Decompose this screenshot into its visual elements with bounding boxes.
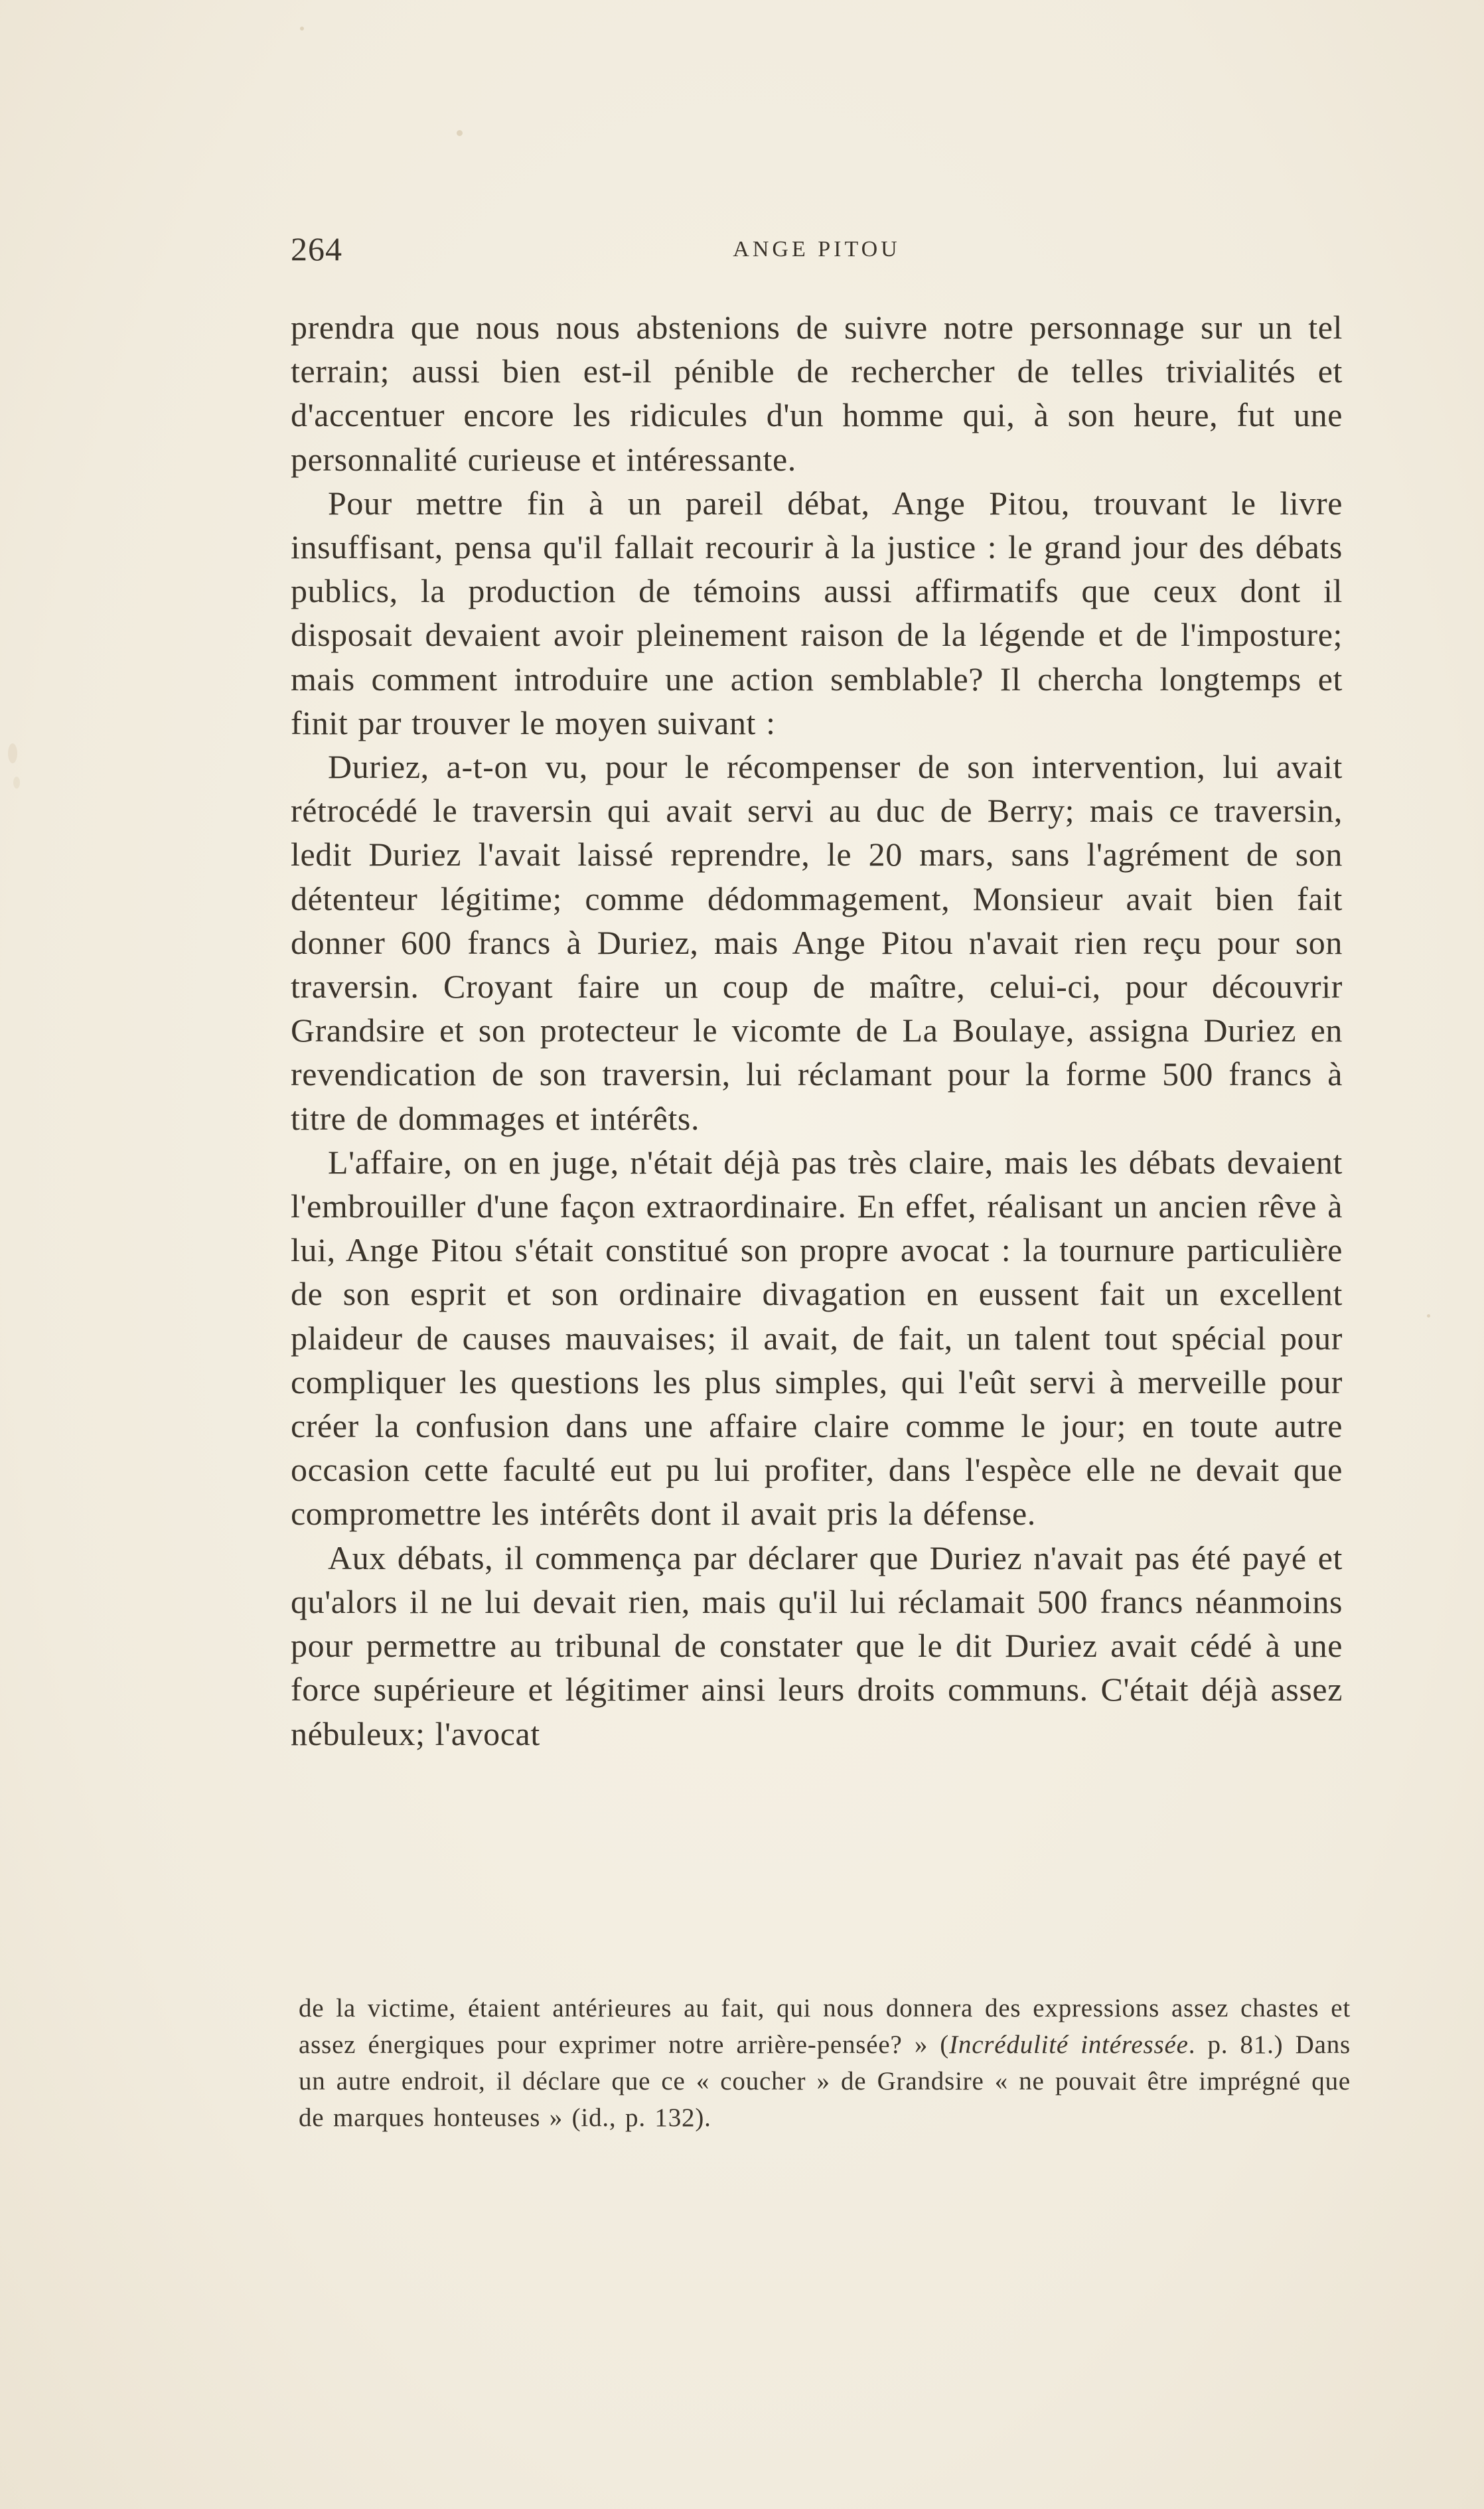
page-number: 264 xyxy=(291,230,342,267)
paper-speck xyxy=(457,130,463,136)
body-text xyxy=(291,305,1343,1756)
footnote-cited-title: Incrédulité intéressée xyxy=(949,2030,1189,2059)
paper-speck xyxy=(300,27,304,31)
running-title: ANGE PITOU xyxy=(733,237,901,262)
paper-speck xyxy=(8,743,17,763)
paragraph: Pour mettre fin à un pareil débat, Ange Pitou, trouvant le livre insuffisant, pensa qu'il fallait recourir à la justice : le grand jour des débats publics, la production de témoins aussi affirmatifs que ceux dont il disposait devaient avoir pleinement raison de la légende et de l'imposture; mais comment introduire une action semblable? Il chercha longtemps et finit par trouver le moyen suivant : xyxy=(291,484,1343,741)
paragraph: L'affaire, on en juge, n'était déjà pas très claire, mais les débats devaient l'embrouiller d'une façon extraordinaire. En effet, réalisant un ancien rêve à lui, Ange Pitou s'était constitué son propre avocat : la tournure particulière de son esprit et son ordinaire divagation en eussent fait un excellent plaideur de causes mauvaises; il avait, de fait, un talent tout spécial pour compliquer les questions les plus simples, qui l'eût servi à merveille pour créer la confusion dans une affaire claire comme le jour; en toute autre occasion cette faculté eut pu lui profiter, dans l'espèce elle ne devait que compromettre les intérêts dont il avait pris la défense. xyxy=(291,1143,1343,1533)
paragraph: prendra que nous nous abstenions de suivre notre personnage sur un tel terrain; aussi bien est-il pénible de rechercher de telles trivialités et d'accentuer encore les ridicules d'un homme qui, à son heure, fut une personnalité curieuse et intéressante. xyxy=(291,309,1343,478)
footnote-text: de la victime, étaient antérieures au fait, qui nous donnera des expressions assez chastes et assez énergiques pour exprimer notre arrière-pensée? » ( xyxy=(299,1994,1351,2059)
footnote-text: . p. 81.) Dans un autre endroit, il déclare que ce « coucher » de Grandsire « ne pouvait être imprégné que de marques honteuses » (id., p. 132). xyxy=(299,2030,1351,2132)
footnote xyxy=(299,1990,1351,2136)
paper-speck xyxy=(13,777,20,789)
footnote-paragraph xyxy=(299,1990,1351,2136)
running-head xyxy=(291,229,1343,269)
paragraph: Aux débats, il commença par déclarer que Duriez n'avait pas été payé et qu'alors il ne lui devait rien, mais qu'il lui réclamait 500 francs néanmoins pour permettre au tribunal de constater que le dit Duriez avait cédé à une force supérieure et légitimer ainsi leurs droits communs. C'était déjà assez nébuleux; l'avocat xyxy=(291,1539,1343,1752)
paper-speck xyxy=(1427,1314,1430,1318)
paragraph: Duriez, a-t-on vu, pour le récompenser de son intervention, lui avait rétrocédé le traversin qui avait servi au duc de Berry; mais ce traversin, ledit Duriez l'avait laissé reprendre, le 20 mars, sans l'agrément de son détenteur légitime; comme dédommagement, Monsieur avait bien fait donner 600 francs à Duriez, mais Ange Pitou n'avait rien reçu pour son traversin. Croyant faire un coup de maître, celui-ci, pour découvrir Grandsire et son protecteur le vicomte de La Boulaye, assigna Duriez en revendication de son traversin, lui réclamant pour la forme 500 francs à titre de dommages et intérêts. xyxy=(291,748,1343,1137)
